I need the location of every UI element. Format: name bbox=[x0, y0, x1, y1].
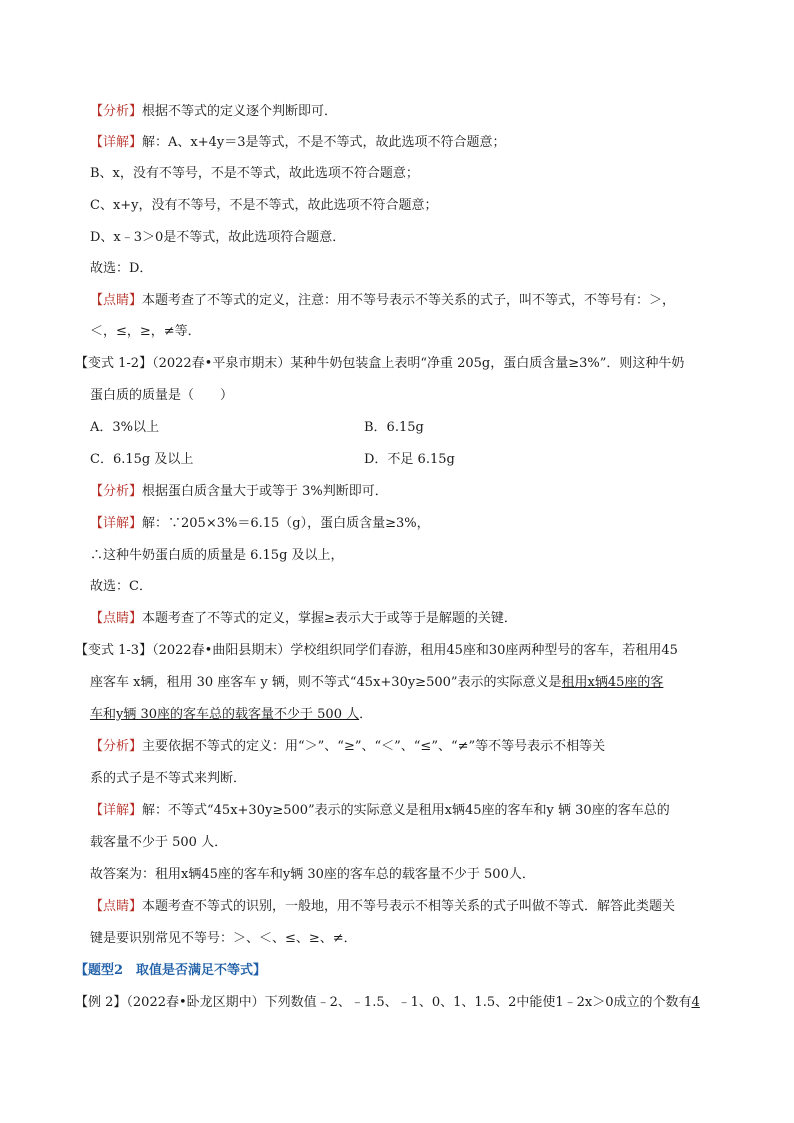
option-c: C．6.15g 及以上 bbox=[90, 452, 194, 467]
question-line: 【变式 1-2】（2022春•平泉市期末）某种牛奶包装盒上表明“净重 205g，蛋白质含量≥3%”．则这种牛奶 bbox=[75, 356, 685, 371]
answer-blank: 租用x辆45座的客 bbox=[561, 675, 664, 690]
text-line: 蛋白质的质量是（ ） bbox=[90, 388, 234, 403]
text-line: ＜，≤，≥，≠等． bbox=[90, 324, 201, 339]
text-line: 键是要识别常见不等号：＞、＜、≤、≥、≠． bbox=[90, 931, 357, 946]
question-line: 车和y辆 30座的客车总的载客量不少于 500 人． bbox=[90, 707, 373, 722]
option-a: A．3%以上 bbox=[90, 420, 160, 435]
analysis-line: 【分析】根据不等式的定义逐个判断即可． bbox=[90, 104, 338, 119]
section-heading: 【题型2 取值是否满足不等式】 bbox=[75, 963, 267, 978]
text-line: C、x+y，没有不等号，不是不等式，故此选项不符合题意； bbox=[90, 198, 438, 213]
text-line: 载客量不少于 500 人． bbox=[90, 835, 228, 850]
option-row bbox=[90, 418, 720, 438]
text-line: 故选：C． bbox=[90, 579, 152, 594]
text-line: ∴这种牛奶蛋白质的质量是 6.15g 及以上， bbox=[90, 548, 344, 563]
analysis-line: 【分析】根据蛋白质含量大于或等于 3%判断即可． bbox=[90, 484, 388, 499]
question-line: 座客车 x辆，租用 30 座客车 y 辆，则不等式“45x+30y≥500”表示的实际意义是租用x辆45座的客 bbox=[90, 675, 664, 690]
detail-line: 【详解】解：不等式“45x+30y≥500”表示的实际意义是租用x辆45座的客车和y 辆 30座的客车总的 bbox=[90, 803, 670, 818]
comment-line: 【点睛】本题考查不等式的识别，一般地，用不等号表示不相等关系的式子叫做不等式．解答此类题关 bbox=[90, 899, 676, 914]
answer-blank: 车和y辆 30座的客车总的载客量不少于 500 人 bbox=[90, 707, 360, 722]
comment-line: 【点睛】本题考查了不等式的定义，注意：用不等号表示不等关系的式子，叫不等式，不等号有：＞， bbox=[90, 293, 676, 308]
answer-blank: 4 bbox=[691, 995, 700, 1010]
example-line: 【例 2】（2022春•卧龙区期中）下列数值﹣2、﹣1.5、﹣1、0、1、1.5、2中能使1﹣2x＞0成立的个数有4 bbox=[75, 995, 700, 1010]
option-row bbox=[90, 450, 720, 470]
option-d: D．不足 6.15g bbox=[364, 452, 455, 467]
text-line: 系的式子是不等式来判断． bbox=[90, 771, 247, 786]
comment-line: 【点睛】本题考查了不等式的定义，掌握≥表示大于或等于是解题的关键． bbox=[90, 611, 517, 626]
question-line: 【变式 1-3】（2022春•曲阳县期末）学校组织同学们春游，租用45座和30座两种型号的客车，若租用45 bbox=[75, 643, 678, 658]
text-line: 故答案为：租用x辆45座的客车和y辆 30座的客车总的载客量不少于 500人． bbox=[90, 867, 535, 882]
detail-line: 【详解】解：∵205×3%＝6.15（g），蛋白质含量≥3%， bbox=[90, 516, 430, 531]
text-line: D、x﹣3＞0是不等式，故此选项符合题意． bbox=[90, 230, 346, 245]
analysis-line: 【分析】主要依据不等式的定义：用“＞”、“≥”、“＜”、“≤”、“≠”等不等号表示不相等关 bbox=[90, 739, 606, 754]
text-line: B、x，没有不等号，不是不等式，故此选项不符合题意； bbox=[90, 166, 419, 181]
text-line: 故选：D． bbox=[90, 261, 153, 276]
option-b: B．6.15g bbox=[364, 420, 424, 435]
detail-line: 【详解】解：A、x+4y＝3是等式，不是不等式，故此选项不符合题意； bbox=[90, 135, 506, 150]
